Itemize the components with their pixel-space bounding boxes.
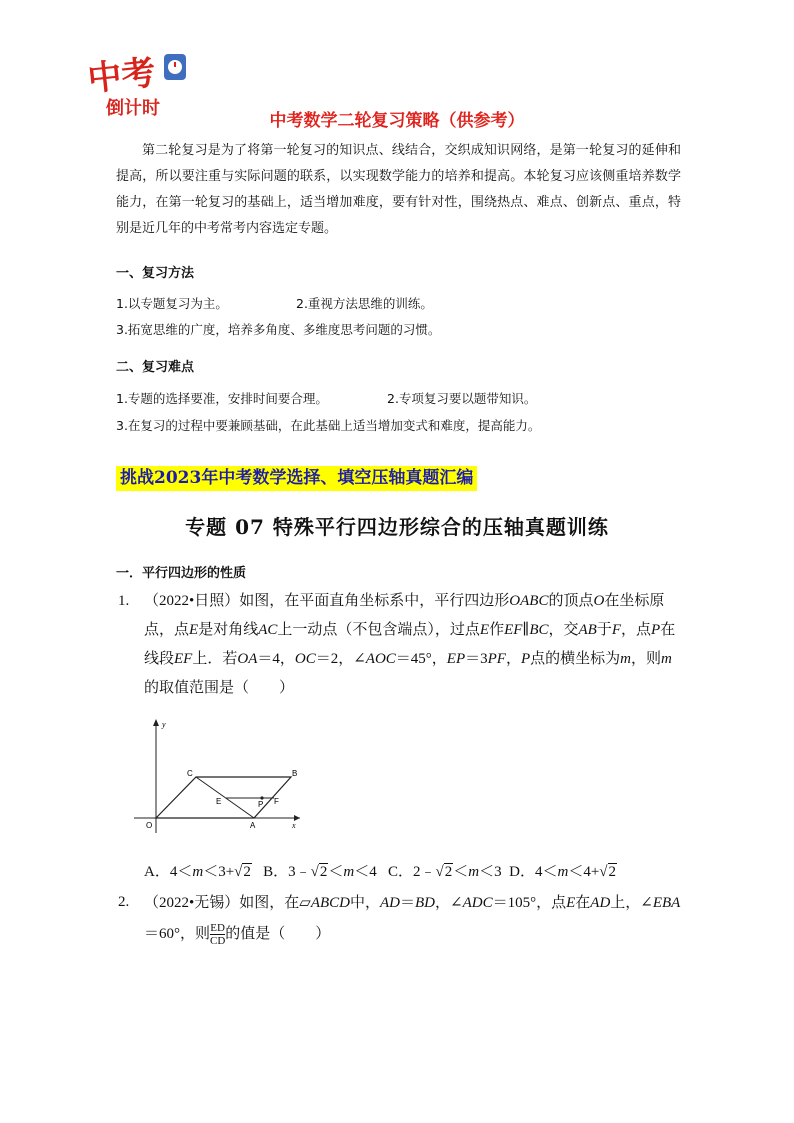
section-heading-difficulty: 二、复习难点 xyxy=(116,360,195,375)
section-heading-method: 一、复习方法 xyxy=(116,266,195,281)
label-x: x xyxy=(292,821,296,830)
label-e: E xyxy=(216,797,222,806)
option-b: B．3﹣√2＜m＜4 xyxy=(263,864,377,880)
logo-top-text: 中考 xyxy=(85,52,158,100)
difficulty-item-1: 1.专题的选择要准，安排时间要合理。 xyxy=(116,391,328,406)
logo-bottom-text: 倒计时 xyxy=(106,98,160,119)
method-item-2: 2.重视方法思维的训练。 xyxy=(296,296,433,311)
question-1-options xyxy=(144,860,617,881)
label-a: A xyxy=(250,821,256,830)
method-item-1: 1.以专题复习为主。 xyxy=(116,296,228,311)
label-p: P xyxy=(258,800,264,809)
option-c: C．2﹣√2＜m＜3 xyxy=(388,864,502,880)
question-1-number: 1. xyxy=(118,593,130,609)
fraction-ed-cd: $\frac{ED}{CD}$ xyxy=(210,922,226,948)
question-1-figure xyxy=(134,715,306,835)
question-2-text: （2022•无锡）如图，在▱ABCD中，AD＝BD，∠ADC＝105°，点E在AD上，∠EBA＝60°，则 $\frac{ED}{CD}$ 的值是（ ） xyxy=(144,895,681,948)
intro-paragraph: 第二轮复习是为了将第一轮复习的知识点、线结合，交织成知识网络，是第一轮复习的延伸和提高，所以要注重与实际问题的联系，以实现数学能力的培养和提高。本轮复习应该侧重培养数学能力，在第一轮复习的基础上，适当增加难度，要有针对性，围绕热点、难点、创新点、重点，特别是近几年的中考常考内容选定专题。 xyxy=(116,143,681,236)
label-c: C xyxy=(187,769,193,778)
question-2-number: 2. xyxy=(118,894,130,910)
label-y: y xyxy=(162,720,166,729)
difficulty-item-3: 3.在复习的过程中要兼顾基础，在此基础上适当增加变式和难度，提高能力。 xyxy=(116,418,541,433)
question-1-text: （2022•日照）如图，在平面直角坐标系中，平行四边形OABC的顶点O在坐标原点，点E是对角线AC上一动点（不包含端点），过点E作EF∥BC，交AB于F，点P在线段EF上．若OA＝4，OC＝2，∠AOC＝45°，EP＝3PF，P点的横坐标为m，则m的取值范围是（ ） xyxy=(144,593,676,696)
method-item-3: 3.拓宽思维的广度，培养多角度、多维度思考问题的习惯。 xyxy=(116,322,441,337)
label-f: F xyxy=(274,797,279,806)
topic-title: 专题 07 特殊平行四边形综合的压轴真题训练 xyxy=(185,515,609,539)
page-title: 中考数学二轮复习策略（供参考） xyxy=(269,111,525,131)
collection-banner: 挑战2023年中考数学选择、填空压轴真题汇编 xyxy=(116,466,477,491)
option-a: A．4＜m＜3+√2 xyxy=(144,864,251,880)
option-d: D．4＜m＜4+√2 xyxy=(509,864,617,880)
label-o: O xyxy=(146,821,153,830)
label-b: B xyxy=(292,769,298,778)
difficulty-item-2: 2.专项复习要以题带知识。 xyxy=(387,391,537,406)
subsection-heading: 一．平行四边形的性质 xyxy=(116,566,247,581)
